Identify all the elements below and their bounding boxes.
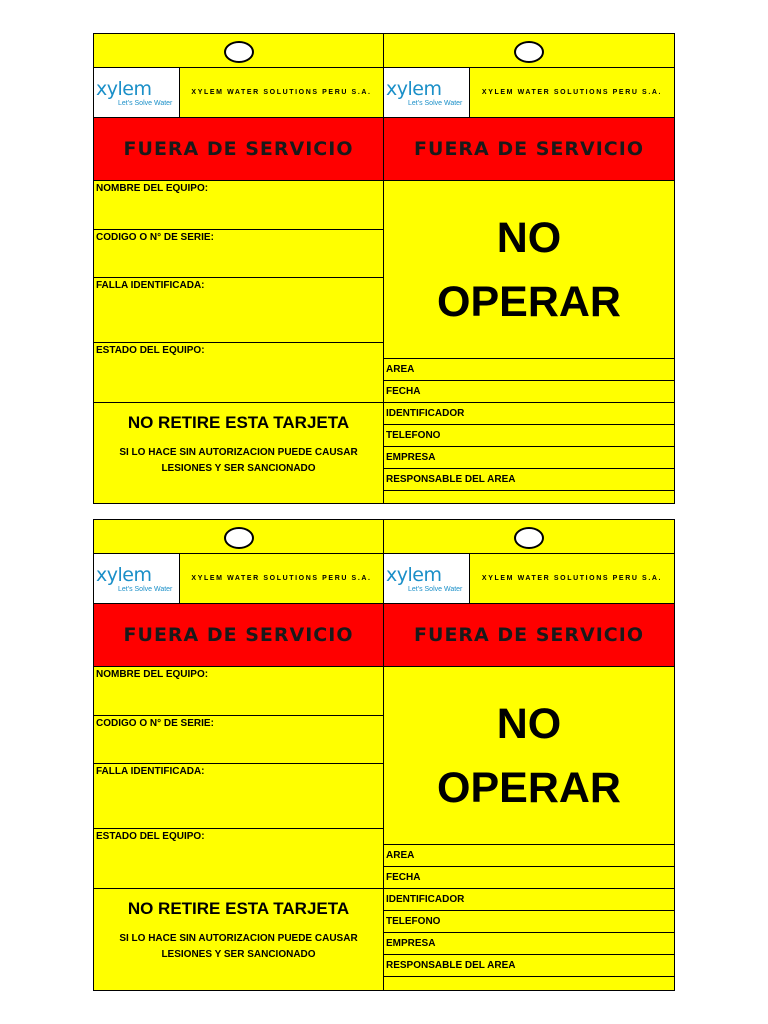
company-name: XYLEM WATER SOLUTIONS PERU S.A. xyxy=(191,89,372,96)
brand-row xyxy=(384,68,674,118)
field-identifier[interactable]: IDENTIFICADOR xyxy=(384,889,674,911)
field-identified-fault[interactable]: FALLA IDENTIFICADA: xyxy=(94,764,383,829)
tag-sheet-1 xyxy=(93,33,675,504)
logo-wordmark: xylem xyxy=(386,564,442,586)
brand-row xyxy=(384,554,674,604)
do-not-remove-notice xyxy=(94,889,383,990)
brand-row xyxy=(94,554,383,604)
do-not-operate-warning xyxy=(384,667,674,845)
xylem-logo xyxy=(384,68,470,117)
warning-line-2: OPERAR xyxy=(437,763,621,812)
company-name: XYLEM WATER SOLUTIONS PERU S.A. xyxy=(191,575,372,582)
info-fields xyxy=(384,845,674,991)
logo-tagline: Let's Solve Water xyxy=(118,586,173,593)
field-phone[interactable]: TELEFONO xyxy=(384,425,674,447)
hang-hole-row xyxy=(94,520,383,554)
do-not-operate-warning xyxy=(384,181,674,359)
xylem-logo xyxy=(94,68,180,117)
field-area-manager[interactable]: RESPONSABLE DEL AREA xyxy=(384,469,674,491)
notice-body xyxy=(94,931,383,963)
out-of-service-banner: FUERA DE SERVICIO xyxy=(384,118,674,181)
warning-line-1: NO xyxy=(496,699,562,748)
xylem-logo xyxy=(384,554,470,603)
hang-hole-row xyxy=(94,34,383,68)
field-equipment-status[interactable]: ESTADO DEL EQUIPO: xyxy=(94,343,383,403)
company-name: XYLEM WATER SOLUTIONS PERU S.A. xyxy=(481,575,663,582)
notice-title: NO RETIRE ESTA TARJETA xyxy=(127,899,350,918)
notice-line-2: LESIONES Y SER SANCIONADO xyxy=(161,949,316,960)
field-date[interactable]: FECHA xyxy=(384,381,674,403)
logo-wordmark: xylem xyxy=(386,78,442,100)
field-serial-code[interactable]: CODIGO O N° DE SERIE: xyxy=(94,716,383,764)
tag-card-right xyxy=(384,520,674,990)
hang-hole-icon xyxy=(224,527,254,549)
warning-line-2: OPERAR xyxy=(437,277,621,326)
logo-tagline: Let's Solve Water xyxy=(118,100,173,107)
xylem-logo xyxy=(94,554,180,603)
field-blank[interactable] xyxy=(384,491,674,505)
field-phone[interactable]: TELEFONO xyxy=(384,911,674,933)
notice-body xyxy=(94,445,383,477)
tag-sheet-2 xyxy=(93,519,675,991)
field-equipment-name[interactable]: NOMBRE DEL EQUIPO: xyxy=(94,181,383,230)
info-fields xyxy=(384,359,674,505)
tag-card-left xyxy=(94,520,384,990)
field-identified-fault[interactable]: FALLA IDENTIFICADA: xyxy=(94,278,383,343)
logo-wordmark: xylem xyxy=(96,78,152,100)
field-equipment-status[interactable]: ESTADO DEL EQUIPO: xyxy=(94,829,383,889)
field-equipment-name[interactable]: NOMBRE DEL EQUIPO: xyxy=(94,667,383,716)
field-area[interactable]: AREA xyxy=(384,359,674,381)
logo-wordmark: xylem xyxy=(96,564,152,586)
field-identifier[interactable]: IDENTIFICADOR xyxy=(384,403,674,425)
brand-row xyxy=(94,68,383,118)
notice-title: NO RETIRE ESTA TARJETA xyxy=(127,413,350,432)
field-company[interactable]: EMPRESA xyxy=(384,933,674,955)
notice-line-1: SI LO HACE SIN AUTORIZACION PUEDE CAUSAR xyxy=(119,933,358,944)
out-of-service-banner: FUERA DE SERVICIO xyxy=(94,118,383,181)
hang-hole-row xyxy=(384,520,674,554)
out-of-service-banner: FUERA DE SERVICIO xyxy=(384,604,674,667)
hang-hole-row xyxy=(384,34,674,68)
notice-line-1: SI LO HACE SIN AUTORIZACION PUEDE CAUSAR xyxy=(119,447,358,458)
do-not-remove-notice xyxy=(94,403,383,503)
tag-card-right xyxy=(384,34,674,503)
logo-tagline: Let's Solve Water xyxy=(408,100,463,107)
tag-card-left xyxy=(94,34,384,503)
warning-line-1: NO xyxy=(496,213,562,262)
hang-hole-icon xyxy=(514,41,544,63)
company-name: XYLEM WATER SOLUTIONS PERU S.A. xyxy=(481,89,663,96)
out-of-service-banner: FUERA DE SERVICIO xyxy=(94,604,383,667)
notice-line-2: LESIONES Y SER SANCIONADO xyxy=(161,463,316,474)
field-blank[interactable] xyxy=(384,977,674,991)
hang-hole-icon xyxy=(514,527,544,549)
field-company[interactable]: EMPRESA xyxy=(384,447,674,469)
logo-tagline: Let's Solve Water xyxy=(408,586,463,593)
field-area-manager[interactable]: RESPONSABLE DEL AREA xyxy=(384,955,674,977)
field-area[interactable]: AREA xyxy=(384,845,674,867)
hang-hole-icon xyxy=(224,41,254,63)
field-date[interactable]: FECHA xyxy=(384,867,674,889)
field-serial-code[interactable]: CODIGO O N° DE SERIE: xyxy=(94,230,383,278)
